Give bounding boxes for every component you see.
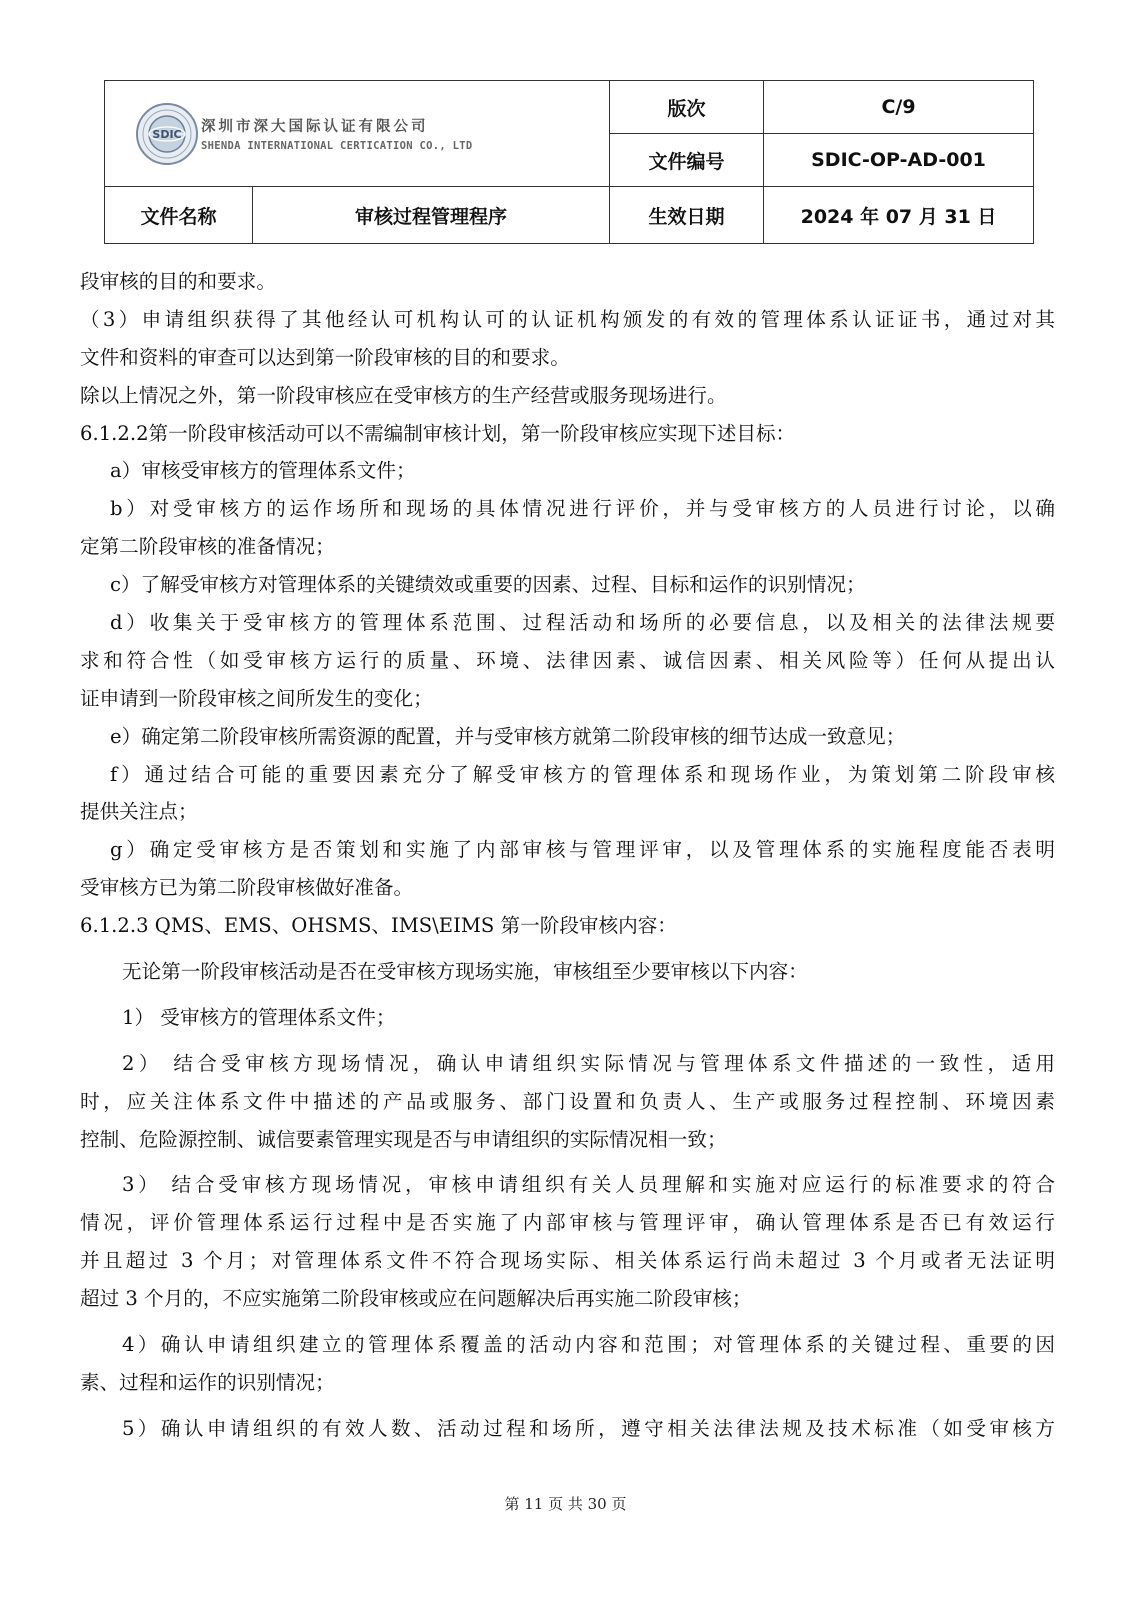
text-line: 求和符合性（如受审核方运行的质量、环境、法律因素、诚信因素、相关风险等）任何从提出认 (80, 648, 1055, 672)
doc-name-value: 审核过程管理程序 (253, 187, 610, 244)
company-name-en: SHENDA INTERNATIONAL CERTICATION CO., LTD (201, 140, 473, 152)
text-line: c）了解受审核方对管理体系的关键绩效或重要的因素、过程、目标和运作的识别情况； (110, 573, 866, 597)
text-line: 4）确认申请组织建立的管理体系覆盖的活动内容和范围；对管理体系的关键过程、重要的因 (122, 1333, 1055, 1357)
version-value: C/9 (764, 81, 1034, 134)
version-label: 版次 (610, 81, 764, 134)
doc-number-value: SDIC-OP-AD-001 (764, 134, 1034, 187)
text-line: d）收集关于受审核方的管理体系范围、过程活动和场所的必要信息，以及相关的法律法规要 (110, 611, 1055, 635)
text-line: 6.1.2.2第一阶段审核活动可以不需编制审核计划，第一阶段审核应实现下述目标： (80, 421, 796, 445)
text-line: 1） 受审核方的管理体系文件； (122, 1005, 396, 1029)
company-logo-cell (105, 81, 610, 187)
company-logo (135, 102, 609, 166)
text-line: 时，应关注体系文件中描述的产品或服务、部门设置和负责人、生产或服务过程控制、环境因素 (80, 1089, 1055, 1113)
doc-name-label: 文件名称 (105, 187, 253, 244)
text-line: 证申请到一阶段审核之间所发生的变化； (80, 686, 433, 710)
text-line: 超过 3 个月的，不应实施第二阶段审核或应在问题解决后再实施二阶段审核； (80, 1287, 752, 1311)
text-line: g）确定受审核方是否策划和实施了内部审核与管理评审，以及管理体系的实施程度能否表明 (110, 838, 1055, 862)
effective-date-label: 生效日期 (610, 187, 764, 244)
text-line: 无论第一阶段审核活动是否在受审核方现场实施，审核组至少要审核以下内容： (122, 960, 808, 984)
text-line: 6.1.2.3 QMS、EMS、OHSMS、IMS\EIMS 第一阶段审核内容： (80, 914, 677, 938)
text-line: 2） 结合受审核方现场情况，确认申请组织实际情况与管理体系文件描述的一致性，适用 (122, 1051, 1055, 1075)
text-line: 受审核方已为第二阶段审核做好准备。 (80, 876, 414, 900)
text-line: 除以上情况之外，第一阶段审核应在受审核方的生产经营或服务现场进行。 (80, 383, 727, 407)
text-line: b）对受审核方的运作场所和现场的具体情况进行评价，并与受审核方的人员进行讨论，以确 (110, 497, 1055, 521)
text-line: 段审核的目的和要求。 (80, 270, 276, 293)
text-line: 情况，评价管理体系运行过程中是否实施了内部审核与管理评审，确认管理体系是否已有效运行 (80, 1211, 1055, 1235)
text-line: （3）申请组织获得了其他经认可机构认可的认证机构颁发的有效的管理体系认证证书，通过对其 (80, 307, 1055, 331)
text-line: 3） 结合受审核方现场情况，审核申请组织有关人员理解和实施对应运行的标准要求的符合 (122, 1173, 1055, 1197)
document-header-table (104, 80, 1034, 244)
doc-number-label: 文件编号 (610, 134, 764, 187)
effective-date-value: 2024 年 07 月 31 日 (764, 187, 1034, 244)
company-name-cn: 深圳市深大国际认证有限公司 (201, 119, 429, 135)
text-line: f）通过结合可能的重要因素充分了解受审核方的管理体系和现场作业，为策划第二阶段审核 (110, 762, 1055, 786)
text-line: 文件和资料的审查可以达到第一阶段审核的目的和要求。 (80, 345, 570, 369)
text-line: 定第二阶段审核的准备情况； (80, 535, 335, 559)
text-line: a）审核受审核方的管理体系文件； (110, 459, 416, 483)
text-line: 提供关注点； (80, 800, 198, 824)
text-line: 控制、危险源控制、诚信要素管理实现是否与申请组织的实际情况相一致； (80, 1127, 727, 1151)
company-seal-icon (135, 102, 199, 166)
text-line: 并且超过 3 个月；对管理体系文件不符合现场实际、相关体系运行尚未超过 3 个月或者无法证明 (80, 1249, 1055, 1273)
document-body (80, 263, 1055, 1448)
text-line: 素、过程和运作的识别情况； (80, 1370, 335, 1394)
text-line: e）确定第二阶段审核所需资源的配置，并与受审核方就第二阶段审核的细节达成一致意见； (110, 724, 906, 748)
seal-text: SDIC (152, 127, 182, 141)
text-line: 5）确认申请组织的有效人数、活动过程和场所，遵守相关法律法规及技术标准（如受审核方 (122, 1416, 1055, 1440)
page-number: 第 11 页 共 30 页 (504, 1495, 627, 1513)
